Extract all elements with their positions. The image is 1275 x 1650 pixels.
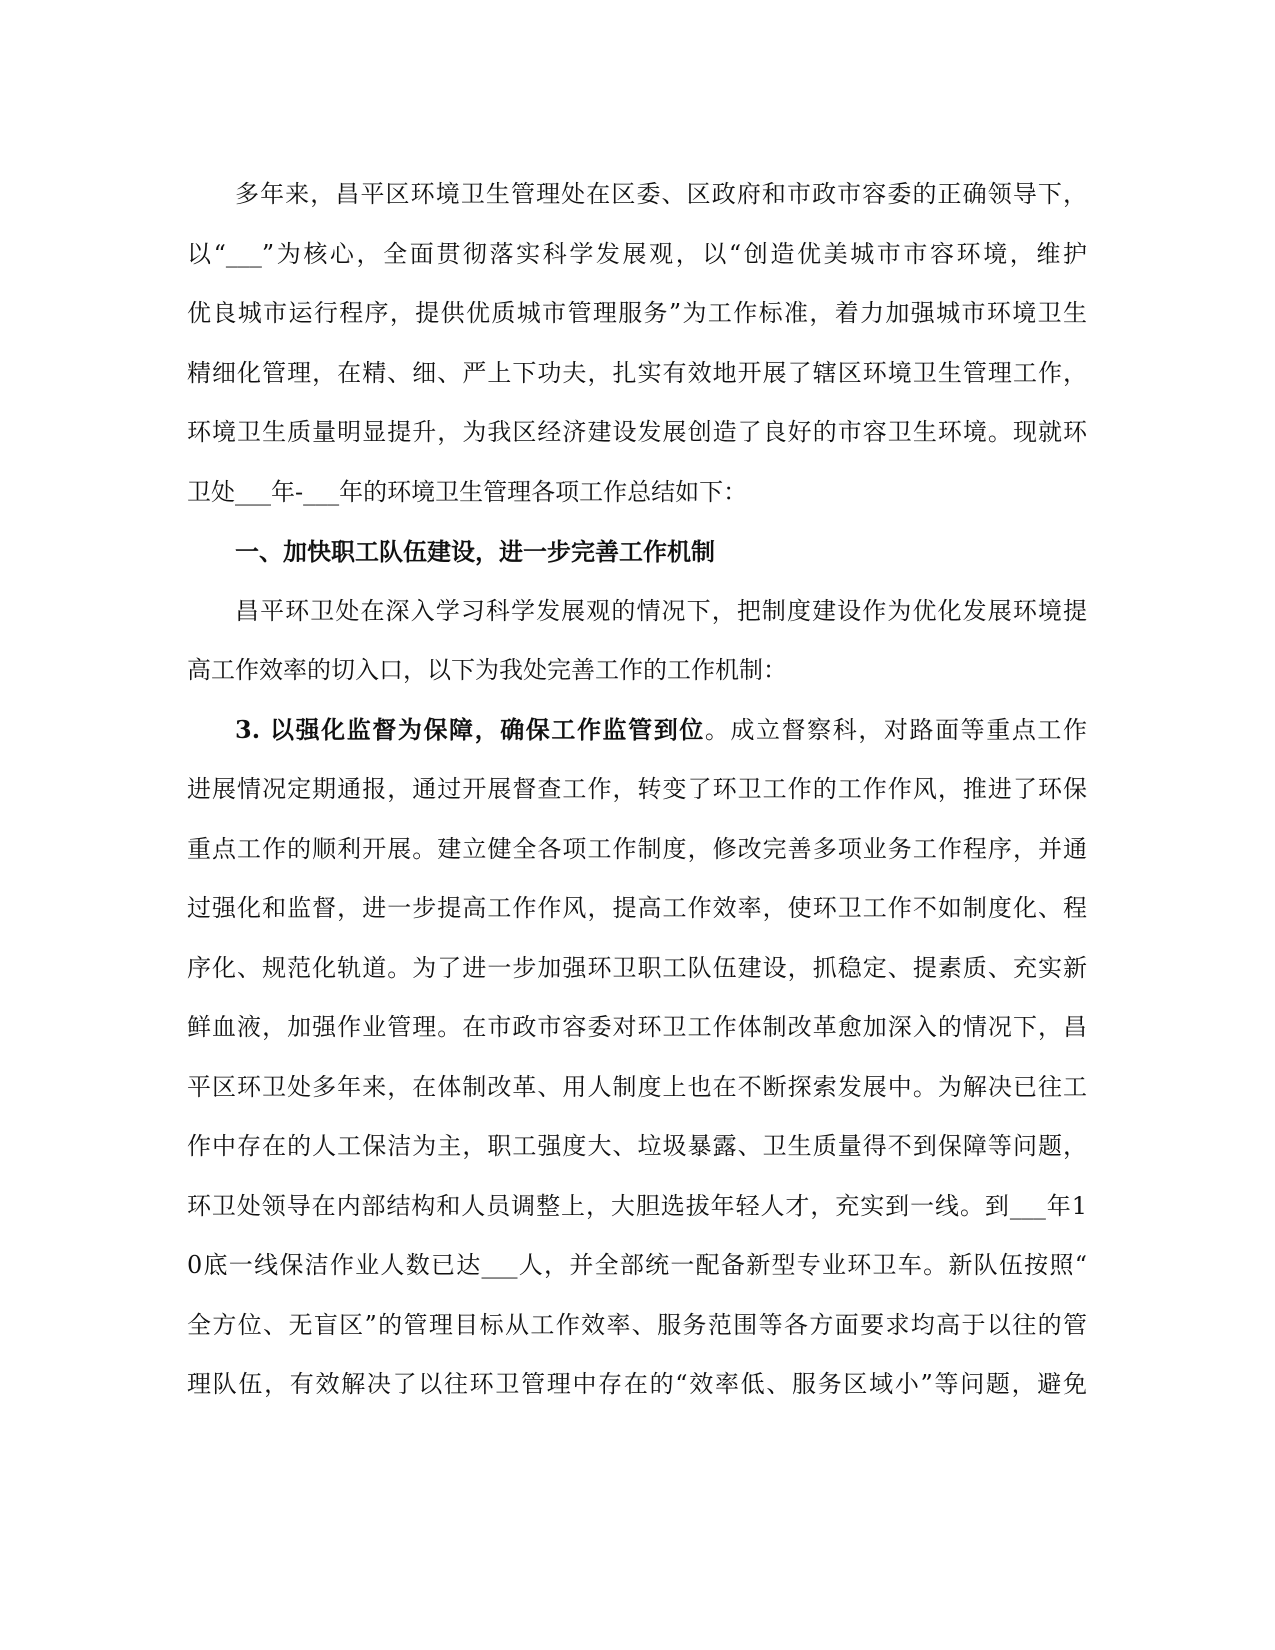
paragraph-3-line [187,879,1087,939]
text-line: 过强化和监督，进一步提高工作作风，提高工作效率，使环卫工作不如制度化、程 [187,894,1087,922]
text-line: 昌平环卫处在深入学习科学发展观的情况下，把制度建设作为优化发展环境提 [235,596,1087,625]
paragraph-3-line [187,1355,1087,1415]
bold-lead-text: 3. 以强化监督为保障，确保工作监管到位 [235,715,705,744]
text-line: 作中存在的人工保洁为主，职工强度大、垃圾暴露、卫生质量得不到保障等问题， [187,1132,1087,1160]
paragraph-3-line [187,820,1087,880]
lead-rest-text: 。成立督察科，对路面等重点工作 [704,716,1087,744]
paragraph-3-line [187,1117,1087,1177]
text-line: 环卫处领导在内部结构和人员调整上，大胆选拔年轻人才，充实到一线。到___年1 [187,1191,1087,1220]
paragraph-3-line [187,1177,1087,1237]
text-line: 理队伍，有效解决了以往环卫管理中存在的“效率低、服务区域小”等问题，避免 [187,1370,1087,1398]
paragraph-3-line [187,939,1087,999]
text-line: 平区环卫处多年来，在体制改革、用人制度上也在不断探索发展中。为解决已往工 [187,1072,1087,1101]
heading-text: 一、加快职工队伍建设，进一步完善工作机制 [235,537,715,566]
text-line [235,700,1087,761]
paragraph-3-line [187,760,1087,820]
text-line: 环境卫生质量明显提升，为我区经济建设发展创造了良好的市容卫生环境。现就环 [187,418,1087,446]
text-line: 重点工作的顺利开展。建立健全各项工作制度，修改完善多项业务工作程序，并通 [187,834,1087,863]
paragraph-1-line [187,284,1087,344]
paragraph-2-line [187,582,1087,642]
paragraph-3-line [187,998,1087,1058]
paragraph-1-line [187,463,1087,523]
text-line: 以“___”为核心，全面贯彻落实科学发展观，以“创造优美城市市容环境，维护 [187,239,1087,268]
paragraph-1-line [187,403,1087,463]
text-line: 卫处___年-___年的环境卫生管理各项工作总结如下： [187,477,748,506]
text-line: 优良城市运行程序，提供优质城市管理服务”为工作标准，着力加强城市环境卫生 [187,299,1087,327]
document-body [187,165,1087,1415]
paragraph-1-line [187,344,1087,404]
paragraph-3-line [187,1236,1087,1296]
paragraph-1-line [187,225,1087,285]
text-line: 精细化管理，在精、细、严上下功夫，扎实有效地开展了辖区环境卫生管理工作， [187,358,1087,387]
paragraph-3-first-line [187,701,1087,761]
text-line: 全方位、无盲区”的管理目标从工作效率、服务范围等各方面要求均高于以往的管 [187,1310,1087,1339]
paragraph-1-line [187,165,1087,225]
text-line: 0底一线保洁作业人数已达___人，并全部统一配备新型专业环卫车。新队伍按照“ [187,1251,1087,1279]
section-heading [187,522,1087,582]
text-line: 进展情况定期通报，通过开展督查工作，转变了环卫工作的工作作风，推进了环保 [187,775,1087,803]
text-line: 鲜血液，加强作业管理。在市政市容委对环卫工作体制改革愈加深入的情况下，昌 [187,1013,1087,1041]
text-line: 序化、规范化轨道。为了进一步加强环卫职工队伍建设，抓稳定、提素质、充实新 [187,953,1087,982]
paragraph-3-line [187,1058,1087,1118]
paragraph-3-line [187,1296,1087,1356]
text-line: 高工作效率的切入口，以下为我处完善工作的工作机制： [187,656,787,684]
paragraph-2-line [187,641,1087,701]
text-line: 多年来，昌平区环境卫生管理处在区委、区政府和市政市容委的正确领导下， [235,180,1087,208]
